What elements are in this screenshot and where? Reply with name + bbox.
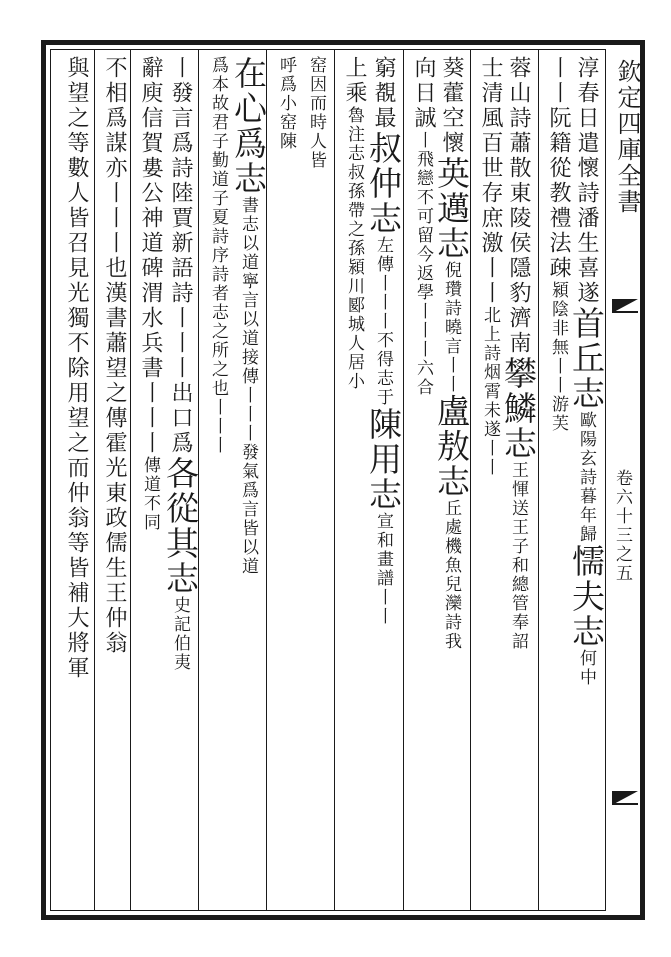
entry-heading: 叔仲志	[364, 131, 403, 236]
annotation: 宣和畫譜丨丨	[373, 512, 393, 626]
text-column-10	[266, 56, 306, 904]
annotation: 歐陽玄詩暮年歸	[576, 411, 596, 544]
entry-heading: 懦夫志	[567, 544, 606, 649]
annotation: 魯注志叔孫帶之孫	[344, 106, 364, 258]
annotation: 潁川郾城人居小	[344, 258, 364, 391]
entry-heading: 盧敖志	[432, 394, 471, 499]
annotation: 北上詩烟霄未遂丨丨	[480, 306, 500, 477]
text-run: 不相爲謀亦丨丨丨也漢書蕭望之傳霍光東政儒生王仲翁	[102, 56, 127, 656]
text-column-16	[56, 56, 96, 904]
annotation: 史記伯夷	[170, 596, 190, 672]
annotation: 丘處機魚兒灤詩我	[441, 499, 461, 651]
text-column-4	[470, 56, 510, 904]
book-title: 欽定四庫全書	[613, 59, 641, 215]
text-run: 與望之等數人皆召見光獨不除用望之而仲翁等皆補大將軍	[64, 56, 89, 681]
entry-heading: 英邁志	[432, 156, 471, 261]
text-run: 窮覩最	[371, 56, 396, 131]
text-column-14	[130, 56, 170, 904]
annotation: 何中	[576, 649, 596, 687]
annotation: 游芙	[548, 395, 568, 433]
annotation: 呼爲小窑陳	[276, 56, 296, 151]
text-run: 向日誠	[411, 56, 436, 131]
text-column-12	[198, 56, 238, 904]
annotation: 窑因而時人皆	[306, 56, 326, 170]
text-run: 丨丨阮籍從教禮法疎	[546, 56, 571, 281]
entry-heading: 首丘志	[567, 306, 606, 411]
text-column-6	[403, 56, 443, 904]
text-run: 淳春日遣懷詩潘生喜遂	[574, 56, 599, 306]
margin-strip	[606, 49, 640, 911]
fish-tail-top-mark	[612, 299, 638, 327]
text-column-8	[334, 56, 374, 904]
annotation: 傳道不同	[140, 456, 160, 532]
entry-heading: 各從其志	[161, 456, 200, 596]
text-run: 葵藿空懷	[439, 56, 464, 156]
text-run: 蓉山詩蕭散東陵侯隱豹濟南	[506, 56, 531, 356]
fish-tail-bottom-mark	[612, 791, 638, 819]
annotation: 今返學丨丨丨六合	[413, 245, 433, 397]
text-run: 辭庾信賀婁公神道碑渭水兵書丨丨丨	[138, 56, 163, 456]
annotation: 左傳丨丨丨不得志于	[373, 236, 393, 407]
entry-heading: 攀鱗志	[499, 356, 538, 461]
annotation: 發氣爲言皆以道	[238, 443, 258, 576]
text-run: 丨發言爲詩陸賈新語詩丨丨丨出口爲	[168, 56, 193, 456]
annotation: 潁陰非無丨丨	[548, 281, 568, 395]
annotation: 爲本故君子勤道子夏詩序詩者志之所之也丨丨丨	[208, 56, 228, 455]
volume-label: 卷六十三之五	[612, 469, 632, 583]
text-run: 士清風百世存庶激丨丨	[478, 56, 503, 306]
entry-heading: 在心爲志	[229, 56, 268, 196]
entry-heading: 陳用志	[364, 407, 403, 512]
text-column-15	[94, 56, 134, 904]
annotation: 書志以道寧言以道接傳丨丨丨	[238, 196, 258, 443]
annotation: 倪瓚詩曉言丨丨	[441, 261, 461, 394]
annotation: 王惲送王子和總管奉詔	[508, 461, 528, 651]
text-run: 上乘	[342, 56, 367, 106]
text-column-2	[538, 56, 578, 904]
annotation: 丨飛戀不可留	[413, 131, 433, 245]
